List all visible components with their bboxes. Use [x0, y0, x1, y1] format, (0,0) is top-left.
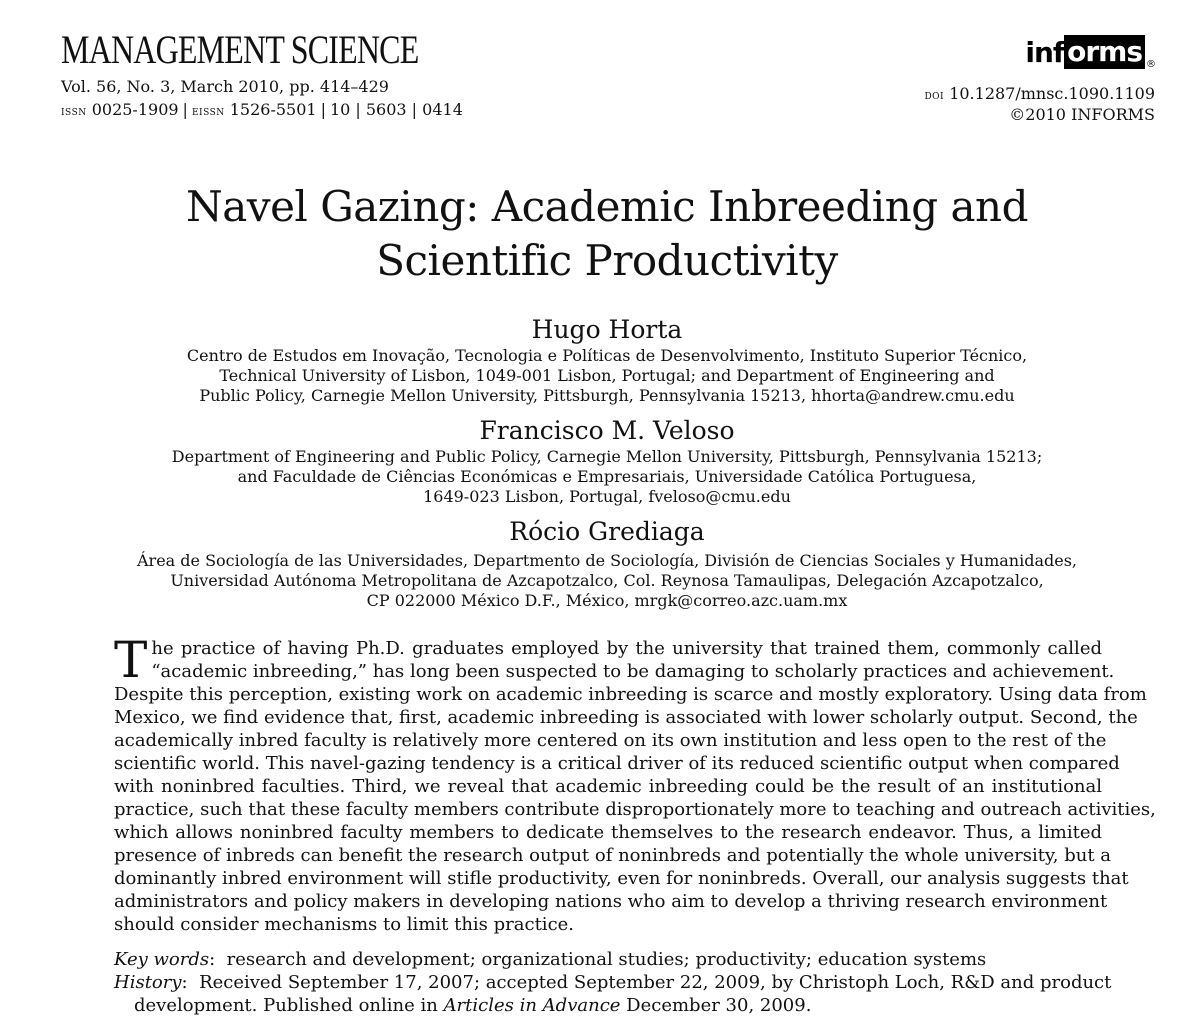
author-affiliation [0, 346, 1200, 406]
abstract-line: presence of inbreds can benefit the research output of noninbreds and potentially the whole university, but a [114, 845, 1112, 866]
issn-line: issn 0025-1909 | eissn 1526-5501 | 10 | 5603 | 0414 [61, 100, 463, 119]
author-name: Rócio Grediaga [509, 517, 705, 546]
logo-text-right: orms [1064, 35, 1145, 69]
author-name: Hugo Horta [531, 315, 683, 344]
history-label: History [114, 972, 182, 993]
history-line: Received September 17, 2007; accepted September 22, 2009, by Christoph Loch, R&D and product [199, 972, 1112, 993]
abstract-line: with noninbred faculties. Third, we reveal that academic inbreeding could be the result of an institutional [114, 776, 1102, 797]
doi-line [924, 86, 1155, 102]
abstract-line: “academic inbreeding,” has long been suspected to be damaging to scholarly practices and achievement. [151, 661, 1115, 682]
keywords-label: Key words [114, 949, 210, 970]
title-line: Navel Gazing: Academic Inbreeding and [186, 182, 1028, 231]
doi-value: 10.1287/mnsc.1090.1109 [949, 84, 1155, 103]
affiliation-line: Centro de Estudos em Inovação, Tecnologia e Políticas de Desenvolvimento, Instituto Superior Técnico, [186, 346, 1028, 365]
abstract-line: dominantly inbred environment will stifle productivity, even for noninbreds. Overall, our analysis suggests that [114, 868, 1129, 889]
copyright: ©2010 INFORMS [1009, 105, 1155, 124]
title-line: Scientific Productivity [376, 236, 838, 285]
affiliation-line: Department of Engineering and Public Policy, Carnegie Mellon University, Pittsburgh, Pennsylvania 15213; [171, 447, 1043, 466]
abstract-line: he practice of having Ph.D. graduates employed by the university that trained them, commonly called [151, 638, 1102, 659]
abstract-line: which allows noninbred faculty members to dedicate themselves to the research endeavor. Thus, a limited [114, 822, 1102, 843]
affiliation-line: CP 022000 México D.F., México, mrgk@correo.azc.uam.mx [366, 591, 848, 610]
history: History: Received September 17, 2007; accepted September 22, 2009, by Christoph Loch, R&D and product development. Published online in Articles in Advance December 30, 2009. [114, 972, 1112, 1016]
abstract-line: should consider mechanisms to limit this practice. [114, 914, 575, 935]
history-line: December 30, 2009. [620, 995, 812, 1016]
registered-mark: ® [1146, 59, 1155, 70]
informs-logo [1025, 34, 1155, 70]
abstract-line: academically inbred faculty is relatively more centered on its own institution and less open to the rest of the [114, 730, 1107, 751]
abstract-dropcap: T [114, 631, 148, 689]
author-affiliation [0, 447, 1200, 507]
affiliation-line: Technical University of Lisbon, 1049-001 Lisbon, Portugal; and Department of Engineering and [219, 366, 995, 385]
affiliation-line: 1649-023 Lisbon, Portugal, fveloso@cmu.edu [423, 487, 791, 506]
history-line: development. Published online in [134, 995, 444, 1016]
issn-value: 0025-1909 [91, 100, 179, 119]
affiliation-line: Área de Sociología de las Universidades, Departmento de Sociología, División de Ciencias Sociales y Humanidades, [136, 551, 1077, 570]
abstract [114, 631, 1156, 936]
article-title [0, 180, 1200, 288]
affiliation-line: Public Policy, Carnegie Mellon University, Pittsburgh, Pennsylvania 15213, hhorta@andrew.cmu.edu [199, 386, 1015, 405]
keywords: Key words: research and development; organizational studies; productivity; education systems [114, 949, 987, 970]
logo-text-left: inf [1025, 35, 1065, 69]
issn-codes: 10 | 5603 | 0414 [329, 100, 463, 119]
journal-name: MANAGEMENT SCIENCE [61, 27, 419, 72]
eissn-value: 1526-5501 [229, 100, 317, 119]
abstract-line: scientific world. This navel-gazing tendency is a critical driver of its reduced scientific output when compared [114, 753, 1120, 774]
eissn-label: eissn [191, 104, 225, 119]
abstract-line: administrators and policy makers in developing nations who aim to develop a thriving research environment [114, 891, 1108, 912]
author-affiliation [0, 551, 1200, 611]
affiliation-line: Universidad Autónoma Metropolitana de Azcapotzalco, Col. Reynosa Tamaulipas, Delegación Azcapotzalco, [170, 571, 1044, 590]
affiliation-line: and Faculdade de Ciências Económicas e Empresariais, Universidade Católica Portuguesa, [237, 467, 977, 486]
doi-label: doi [924, 88, 945, 103]
author-name: Francisco M. Veloso [479, 416, 735, 445]
abstract-line: Despite this perception, existing work on academic inbreeding is scarce and mostly exploratory. Using data from [114, 684, 1147, 705]
issn-label: issn [61, 104, 87, 119]
keywords-text: research and development; organizational studies; productivity; education systems [226, 949, 987, 970]
abstract-line: practice, such that these faculty members contribute disproportionately more to teaching and outreach activities, [114, 799, 1156, 820]
history-italic: Articles in Advance [443, 995, 621, 1016]
abstract-line: Mexico, we find evidence that, first, academic inbreeding is associated with lower scholarly output. Second, the [114, 707, 1138, 728]
volume-line: Vol. 56, No. 3, March 2010, pp. 414–429 [61, 77, 389, 96]
